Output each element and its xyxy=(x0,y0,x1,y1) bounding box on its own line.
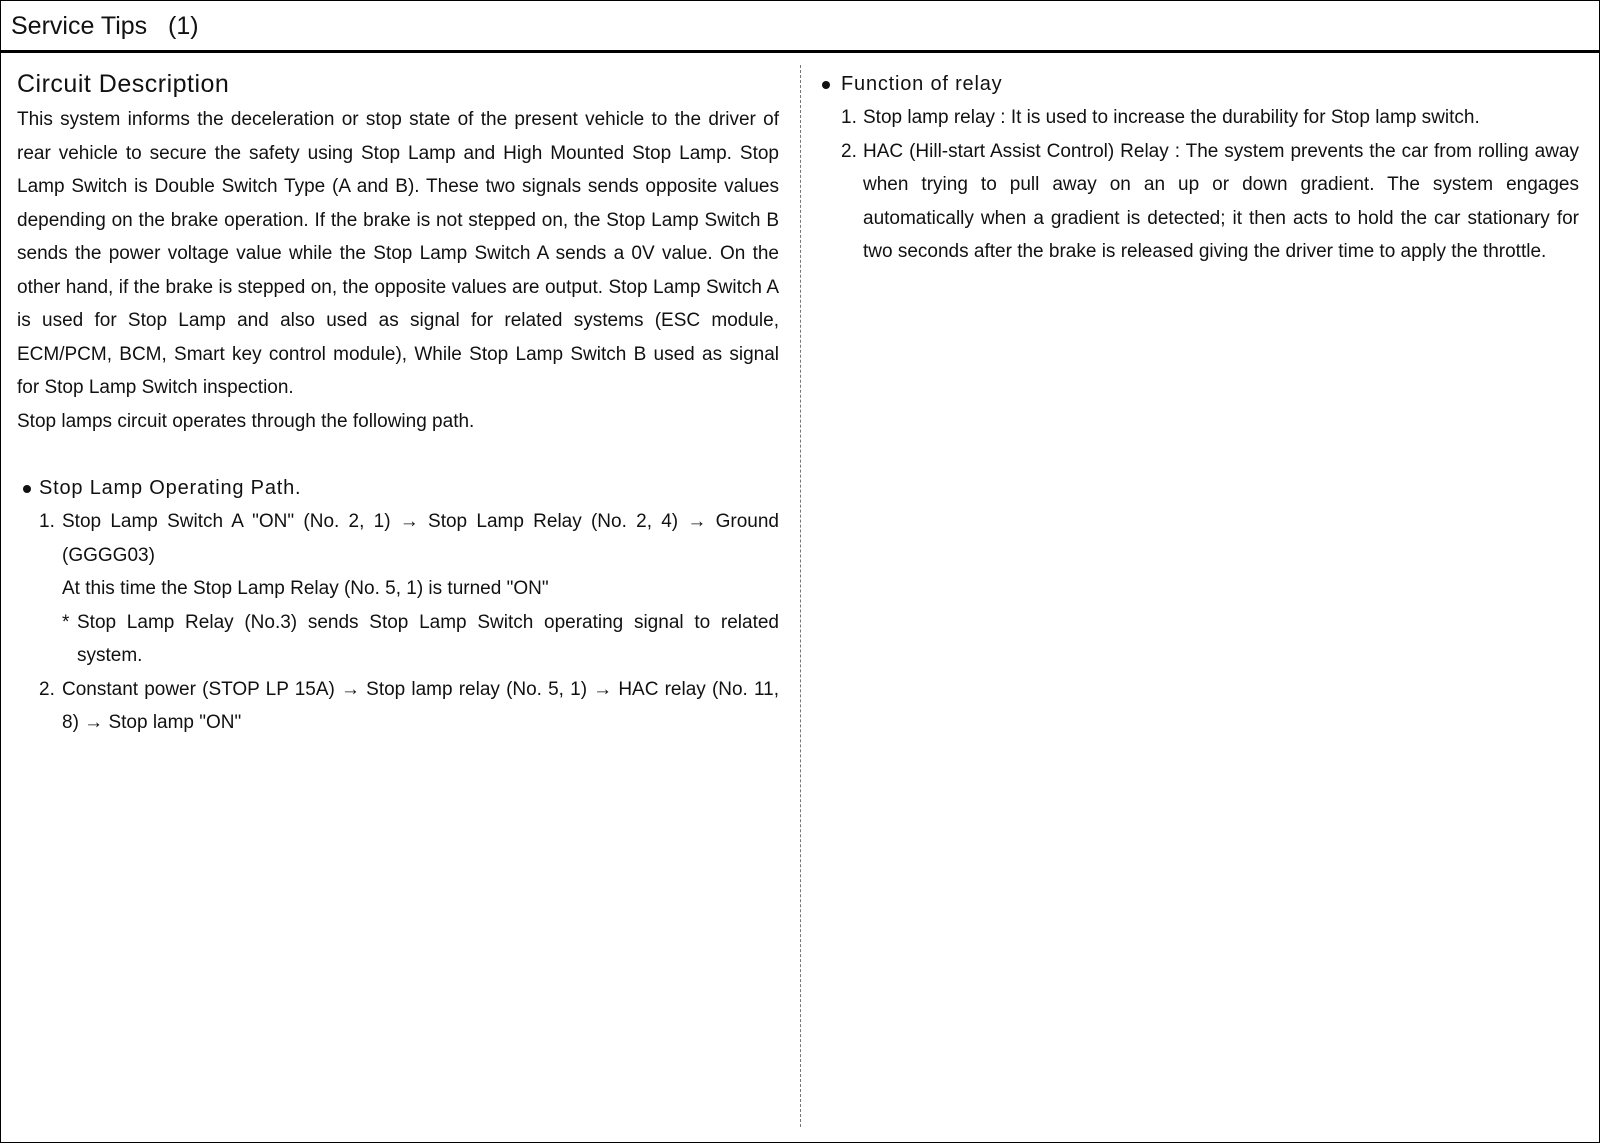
list-item xyxy=(827,101,1579,135)
list-item xyxy=(17,673,779,740)
relay-function-column xyxy=(827,67,1579,269)
page-title: Service Tips (1) xyxy=(11,12,199,40)
description-paragraph: This system informs the deceleration or stop state of the present vehicle to the driver of rear vehicle to secure the safety using Stop Lamp and High Mounted Stop Lamp. Stop Lamp Switch is Double Switch Type (A and B). These two signals sends opposite values depending on the brake operation. If the brake is not stepped on, the Stop Lamp Switch B sends the power voltage value while the Stop Lamp Switch A sends a 0V value. On the other hand, if the brake is stepped on, the opposite values are output. Stop Lamp Switch A is used for Stop Lamp and also used as signal for related systems (ESC module, ECM/PCM, BCM, Smart key control module), While Stop Lamp Switch B used as signal for Stop Lamp Switch inspection. xyxy=(17,109,779,398)
circuit-description-column xyxy=(17,67,779,740)
list-item-number: 2. xyxy=(39,678,55,700)
list-item xyxy=(17,505,779,572)
list-item xyxy=(827,135,1579,269)
spacer xyxy=(17,438,779,470)
relay-on-note: At this time the Stop Lamp Relay (No. 5, 1) is turned "ON" xyxy=(62,578,549,599)
asterisk-mark: * xyxy=(62,611,70,633)
relay-function-heading-text: Function of relay xyxy=(841,73,1003,95)
list-item-number: 2. xyxy=(841,140,857,162)
list-item-text: Stop lamp relay : It is used to increase the durability for Stop lamp switch. xyxy=(863,107,1480,128)
page-header xyxy=(1,1,1599,53)
operating-path-heading xyxy=(17,471,779,505)
list-item-text: Constant power (STOP LP 15A) → Stop lamp relay (No. 5, 1) → HAC relay (No. 11, 8) → Stop lamp "ON" xyxy=(62,678,779,733)
asterisk-note-text: Stop Lamp Relay (No.3) sends Stop Lamp Switch operating signal to related system. xyxy=(77,611,779,666)
bullet-icon xyxy=(822,81,830,89)
list-item-text: Stop Lamp Switch A "ON" (No. 2, 1) → Stop Lamp Relay (No. 2, 4) → Ground (GGGG03) xyxy=(62,511,779,566)
path-intro-paragraph: Stop lamps circuit operates through the following path. xyxy=(17,410,475,432)
list-item-number: 1. xyxy=(841,107,857,128)
column-divider xyxy=(800,65,801,1127)
list-item-text: HAC (Hill-start Assist Control) Relay : The system prevents the car from rolling away when trying to pull away on an up or down gradient. The system engages automatically when a gradient is detected; it then acts to hold the car stationary for two seconds after the brake is released giving the driver time to apply the throttle. xyxy=(863,140,1579,262)
list-item-number: 1. xyxy=(39,511,55,532)
operating-path-heading-text: Stop Lamp Operating Path. xyxy=(39,477,302,499)
relay-function-heading xyxy=(827,67,1579,101)
asterisk-note xyxy=(17,606,779,673)
section-title: Circuit Description xyxy=(17,70,230,98)
bullet-icon xyxy=(23,485,31,493)
